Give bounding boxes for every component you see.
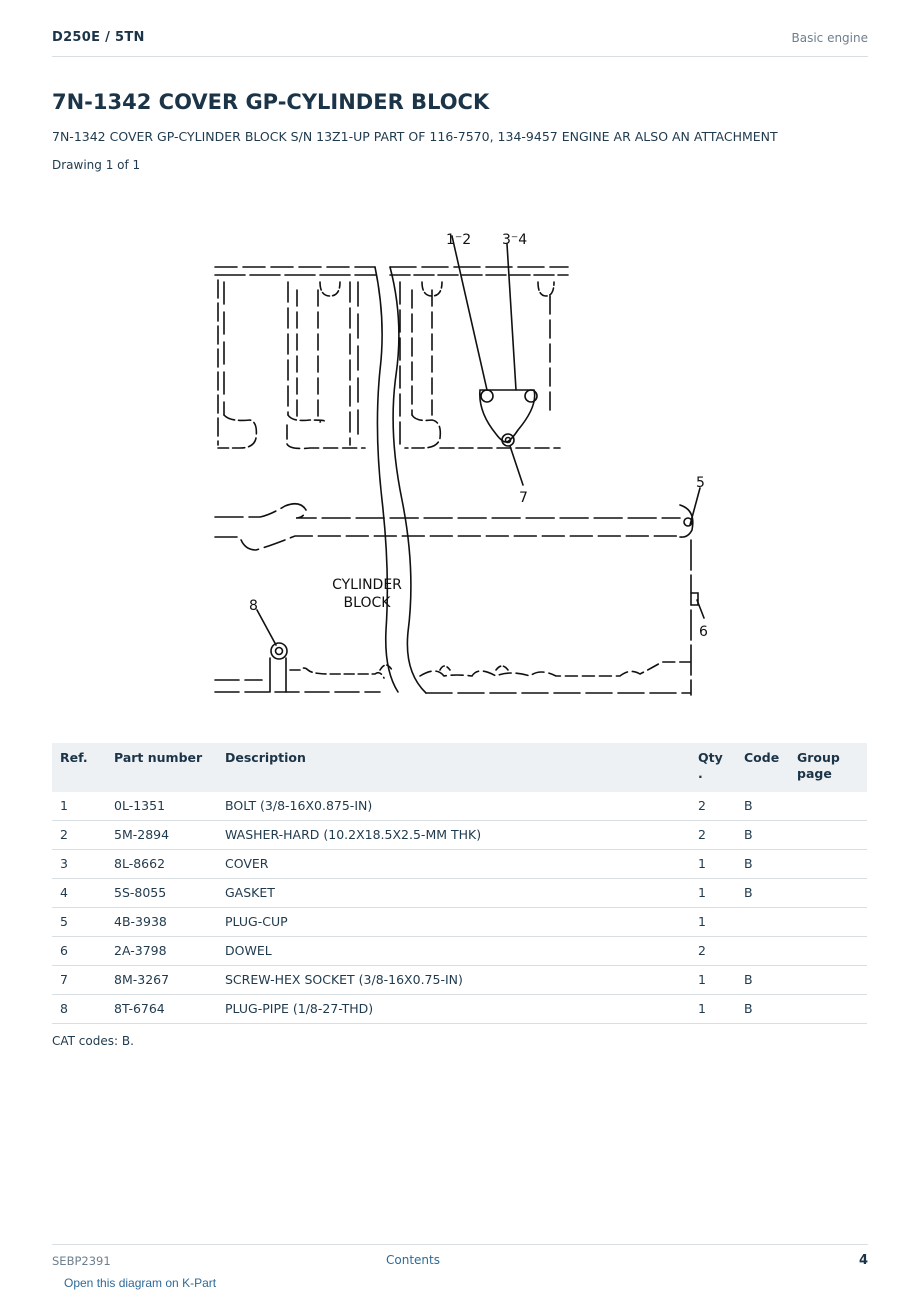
cell-part-number: 8L-8662 — [106, 850, 217, 879]
cell-description: PLUG-CUP — [217, 908, 690, 937]
cell-group-page — [789, 908, 867, 937]
bore-left-c — [320, 282, 340, 296]
page-header — [52, 28, 868, 57]
cell-description: GASKET — [217, 879, 690, 908]
cell-description: PLUG-PIPE (1/8-27-THD) — [217, 995, 690, 1024]
cell-code — [736, 937, 789, 966]
parts-diagram-svg — [200, 200, 720, 710]
cell-qty: 1 — [690, 966, 736, 995]
web-left-bottom — [288, 415, 324, 422]
table-row — [52, 792, 867, 821]
pipe-plug-8-inner — [276, 648, 283, 655]
cell-part-number: 8T-6764 — [106, 995, 217, 1024]
parts-table-header — [52, 743, 867, 792]
cell-group-page — [789, 995, 867, 1024]
cell-group-page — [789, 792, 867, 821]
cell-code: B — [736, 995, 789, 1024]
table-row — [52, 850, 867, 879]
bore-right-c2 — [538, 282, 554, 296]
callout-8: 8 — [249, 598, 258, 614]
gallery-upper — [215, 504, 680, 518]
parts-table — [52, 743, 867, 1024]
cylinder-block-label-line2: BLOCK — [343, 595, 391, 611]
header-description: Description — [217, 743, 690, 792]
callout-6: 6 — [699, 624, 708, 640]
cell-qty: 1 — [690, 995, 736, 1024]
callout-7: 7 — [519, 490, 528, 506]
cell-group-page — [789, 879, 867, 908]
leader-7 — [510, 446, 523, 485]
cylinder-block-label-line1: CYLINDER — [332, 577, 402, 593]
cell-qty: 1 — [690, 908, 736, 937]
cell-qty: 1 — [690, 879, 736, 908]
cell-ref: 4 — [52, 879, 106, 908]
table-row — [52, 937, 867, 966]
document-number: SEBP2391 — [52, 1254, 111, 1268]
cell-part-number: 8M-3267 — [106, 966, 217, 995]
callout-5: 5 — [696, 475, 705, 491]
pipe-plug-8-boss — [270, 658, 286, 692]
cell-description: COVER — [217, 850, 690, 879]
cell-description: DOWEL — [217, 937, 690, 966]
dowel-6 — [691, 593, 698, 605]
page-number: 4 — [858, 1253, 868, 1268]
table-row — [52, 821, 867, 850]
cell-ref: 8 — [52, 995, 106, 1024]
cell-ref: 6 — [52, 937, 106, 966]
cell-qty: 2 — [690, 937, 736, 966]
cover-bolt-left — [481, 390, 493, 402]
cover-screw-bottom-inner — [506, 438, 511, 443]
contents-link[interactable]: Contents — [386, 1253, 440, 1267]
header-group-page: Group page — [789, 743, 867, 792]
parts-diagram — [200, 200, 720, 710]
model-breadcrumb: D250E / 5TN — [52, 30, 145, 45]
pan-rail-right-upper — [420, 662, 690, 676]
gallery-lower — [215, 536, 680, 550]
cell-group-page — [789, 966, 867, 995]
cell-group-page — [789, 937, 867, 966]
leader-1-2 — [452, 236, 487, 390]
cell-code — [736, 908, 789, 937]
cell-part-number: 5M-2894 — [106, 821, 217, 850]
section-label: Basic engine — [791, 31, 868, 45]
page-subtitle: 7N-1342 COVER GP-CYLINDER BLOCK S/N 13Z1-UP PART OF 116-7570, 134-9457 ENGINE AR ALSO AN ATTACHMENT — [52, 129, 778, 144]
pan-bosses — [380, 665, 508, 670]
table-row — [52, 995, 867, 1024]
break-line-b — [390, 267, 426, 693]
cat-codes-note: CAT codes: B. — [52, 1034, 134, 1048]
leader-3-4 — [507, 244, 516, 390]
cell-group-page — [789, 821, 867, 850]
header-qty: Qty . — [690, 743, 736, 792]
leader-8 — [257, 610, 276, 645]
web-left-base — [287, 425, 365, 449]
cell-part-number: 5S-8055 — [106, 879, 217, 908]
header-code: Code — [736, 743, 789, 792]
cell-group-page — [789, 850, 867, 879]
callout-1-2: 1⁻2 — [446, 232, 472, 248]
cell-code: B — [736, 792, 789, 821]
cell-ref: 3 — [52, 850, 106, 879]
cell-ref: 5 — [52, 908, 106, 937]
page-title: 7N-1342 COVER GP-CYLINDER BLOCK — [52, 90, 490, 114]
cover-screw-bottom — [502, 434, 514, 446]
cell-ref: 1 — [52, 792, 106, 821]
pan-rail-left — [215, 680, 380, 692]
open-in-kpart-link[interactable]: Open this diagram on K-Part — [64, 1276, 217, 1290]
cell-qty: 2 — [690, 821, 736, 850]
callout-3-4: 3⁻4 — [502, 232, 528, 248]
cell-part-number: 4B-3938 — [106, 908, 217, 937]
cell-code: B — [736, 879, 789, 908]
cell-code: B — [736, 850, 789, 879]
page-footer — [52, 1244, 868, 1268]
cell-code: B — [736, 966, 789, 995]
header-ref: Ref. — [52, 743, 106, 792]
pan-rail-left-upper — [290, 668, 384, 678]
cell-description: BOLT (3/8-16X0.875-IN) — [217, 792, 690, 821]
drawing-count: Drawing 1 of 1 — [52, 158, 141, 172]
cell-part-number: 2A-3798 — [106, 937, 217, 966]
bore-left-bottom — [218, 415, 256, 448]
cell-qty: 1 — [690, 850, 736, 879]
break-line-a — [375, 267, 398, 692]
cell-description: WASHER-HARD (10.2X18.5X2.5-MM THK) — [217, 821, 690, 850]
header-part-number: Part number — [106, 743, 217, 792]
cell-code: B — [736, 821, 789, 850]
cell-ref: 2 — [52, 821, 106, 850]
cell-ref: 7 — [52, 966, 106, 995]
table-row — [52, 966, 867, 995]
table-row — [52, 908, 867, 937]
cell-description: SCREW-HEX SOCKET (3/8-16X0.75-IN) — [217, 966, 690, 995]
table-row — [52, 879, 867, 908]
pipe-plug-8 — [271, 643, 287, 659]
cell-part-number: 0L-1351 — [106, 792, 217, 821]
cell-qty: 2 — [690, 792, 736, 821]
bore-right-bottom — [405, 415, 440, 448]
